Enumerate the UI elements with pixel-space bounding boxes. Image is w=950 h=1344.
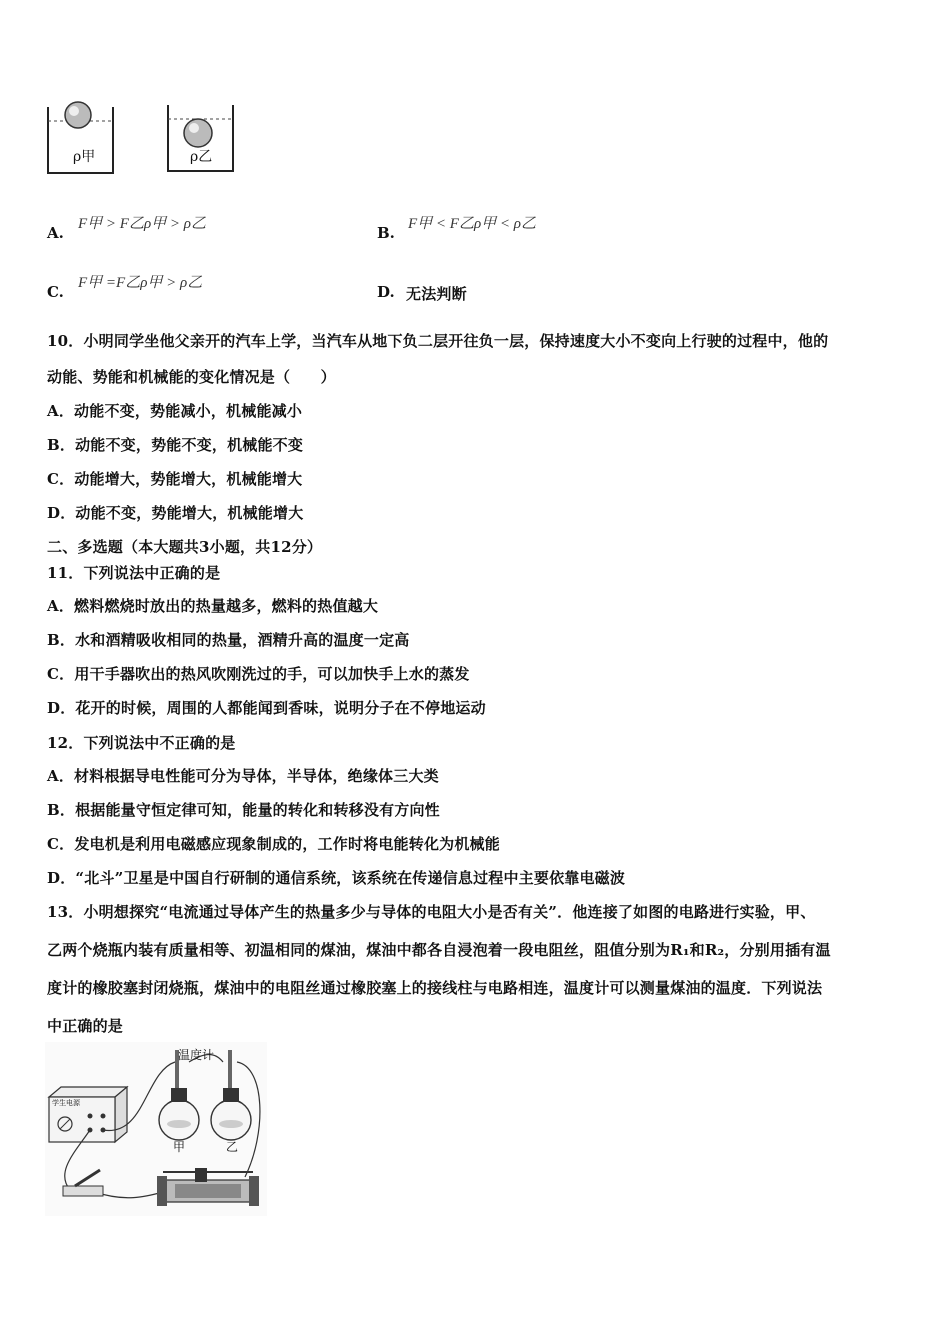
q9-option-a-letter: A. (47, 224, 64, 242)
q12-option-a: A．材料根据导电性能可分为导体，半导体，绝缘体三大类 (47, 767, 439, 785)
q9-option-a-formula: F甲 > F乙ρ甲 > ρ乙 (78, 216, 206, 232)
q13-line4: 中正确的是 (47, 1017, 124, 1035)
beaker-left-label: ρ甲 (73, 149, 96, 165)
flask-yi-label: 乙 (226, 1140, 239, 1154)
q9-figure (40, 95, 250, 180)
beaker-right-label: ρ乙 (190, 149, 213, 165)
q9-option-c-letter: C. (47, 283, 64, 301)
q9-option-b-formula: F甲 < F乙ρ甲 < ρ乙 (408, 216, 536, 232)
q10-option-d: D．动能不变，势能增大，机械能增大 (47, 504, 304, 522)
q13-circuit-figure (45, 1042, 267, 1216)
q12-option-b: B．根据能量守恒定律可知，能量的转化和转移没有方向性 (47, 801, 440, 819)
q11-option-c: C．用干手器吹出的热风吹刚洗过的手，可以加快手上水的蒸发 (47, 665, 470, 683)
section-heading: 二、多选题（本大题共3小题，共12分） (47, 538, 323, 556)
q10-option-b: B．动能不变，势能不变，机械能不变 (47, 436, 304, 454)
q10-option-a: A．动能不变，势能减小，机械能减小 (47, 402, 303, 420)
q11-option-b: B．水和酒精吸收相同的热量，酒精升高的温度一定高 (47, 631, 410, 649)
q11-stem: 11．下列说法中正确的是 (47, 564, 221, 582)
q10-stem-line1: 10．小明同学坐他父亲开的汽车上学，当汽车从地下负二层开往负一层，保持速度大小不变向上行驶的过程中，他的 (47, 332, 829, 350)
q9-option-c-formula: F甲 =F乙ρ甲 > ρ乙 (78, 275, 203, 291)
flask-jia-label: 甲 (173, 1140, 186, 1154)
q13-line3: 度计的橡胶塞封闭烧瓶，煤油中的电阻丝通过橡胶塞上的接线柱与电路相连，温度计可以测量煤油的温度．下列说法 (47, 979, 823, 997)
q9-option-b-letter: B. (377, 224, 395, 242)
q12-option-c: C．发电机是利用电磁感应现象制成的，工作时将电能转化为机械能 (47, 835, 500, 853)
q11-option-d: D．花开的时候，周围的人都能闻到香味，说明分子在不停地运动 (47, 699, 486, 717)
q11-option-a: A．燃料燃烧时放出的热量越多，燃料的热值越大 (47, 597, 379, 615)
q9-option-d-letter: D. (377, 283, 395, 301)
q10-stem-line2: 动能、势能和机械能的变化情况是（ ） (47, 368, 336, 386)
q13-line1: 13．小明想探究“电流通过导体产生的热量多少与导体的电阻大小是否有关”．他连接了如图的电路进行实验，甲、 (47, 903, 816, 921)
q13-line2: 乙两个烧瓶内装有质量相等、初温相同的煤油，煤油中都各自浸泡着一段电阻丝，阻值分别为R₁和R₂，分别用插有温 (47, 941, 831, 959)
power-supply-label: 学生电源 (52, 1099, 80, 1107)
q12-stem: 12．下列说法中不正确的是 (47, 734, 236, 752)
q12-option-d: D．“北斗”卫星是中国自行研制的通信系统，该系统在传递信息过程中主要依靠电磁波 (47, 869, 626, 887)
q9-option-d-text: 无法判断 (406, 285, 467, 303)
thermometer-label: 温度计 (178, 1048, 215, 1062)
q10-option-c: C．动能增大，势能增大，机械能增大 (47, 470, 303, 488)
